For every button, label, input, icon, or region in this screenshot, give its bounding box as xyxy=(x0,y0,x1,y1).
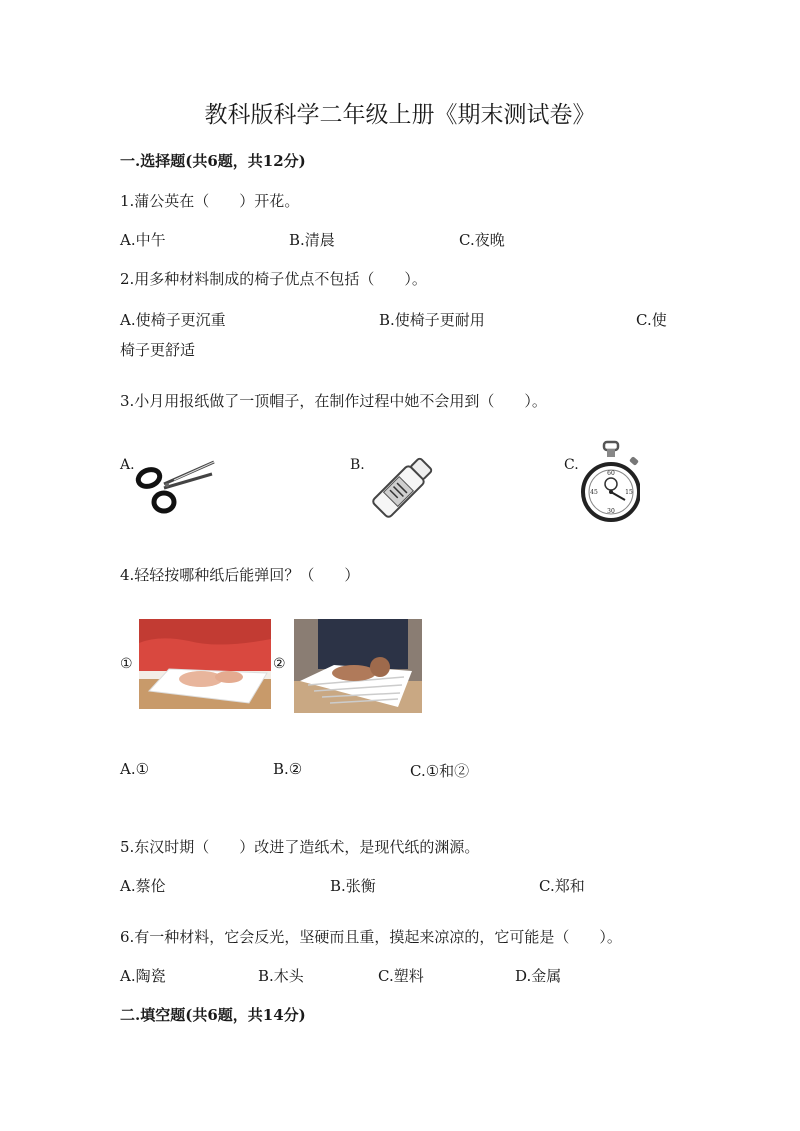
q6-option-b: B.木头 xyxy=(258,967,304,985)
question-2: 2.用多种材料制成的椅子优点不包括（ ）。 xyxy=(120,270,427,288)
question-3: 3.小月用报纸做了一顶帽子，在制作过程中她不会用到（ ）。 xyxy=(120,392,547,410)
q5-option-b: B.张衡 xyxy=(330,877,376,895)
q2-option-c: C.使 xyxy=(636,311,667,329)
svg-text:15: 15 xyxy=(625,489,633,496)
q6-option-d: D.金属 xyxy=(515,967,562,985)
q2-option-a: A.使椅子更沉重 xyxy=(120,311,226,329)
photo-flat-paper xyxy=(139,619,271,709)
q4-option-b: B.② xyxy=(273,760,303,778)
q3-option-a: A. xyxy=(120,457,135,473)
section-heading-fill-blank: 二.填空题(共6题，共14分) xyxy=(120,1006,306,1024)
q4-option-a: A.① xyxy=(120,760,150,778)
svg-text:45: 45 xyxy=(590,489,598,496)
photo-folded-paper xyxy=(294,619,422,713)
section-heading-choice: 一.选择题(共6题，共12分) xyxy=(120,152,306,170)
q1-option-a: A.中午 xyxy=(120,231,166,249)
q6-option-c: C.塑料 xyxy=(378,967,424,985)
svg-text:30: 30 xyxy=(607,508,615,515)
q6-option-a: A.陶瓷 xyxy=(120,967,166,985)
q5-option-a: A.蔡伦 xyxy=(120,877,166,895)
svg-text:60: 60 xyxy=(607,470,615,477)
stopwatch-icon xyxy=(580,440,640,528)
q5-option-c: C.郑和 xyxy=(539,877,585,895)
page-title: 教科版科学二年级上册《期末测试卷》 xyxy=(204,102,596,128)
scissors-icon xyxy=(134,454,218,520)
question-1: 1.蒲公英在（ ）开花。 xyxy=(120,192,300,210)
q3-option-b: B. xyxy=(350,457,365,473)
q4-image-label-1: ① xyxy=(120,656,133,672)
q1-option-c: C.夜晚 xyxy=(459,231,505,249)
q4-image-label-2: ② xyxy=(273,656,286,672)
question-6: 6.有一种材料，它会反光，坚硬而且重，摸起来凉凉的，它可能是（ ）。 xyxy=(120,928,622,946)
q4-option-c: C.①和② xyxy=(410,762,470,780)
q1-option-b: B.清晨 xyxy=(289,231,335,249)
q3-option-c: C. xyxy=(564,457,579,473)
glue-stick-icon xyxy=(362,450,442,526)
question-5: 5.东汉时期（ ）改进了造纸术，是现代纸的渊源。 xyxy=(120,838,480,856)
q2-option-b: B.使椅子更耐用 xyxy=(379,311,485,329)
question-4: 4.轻轻按哪种纸后能弹回？（ ） xyxy=(120,566,360,584)
q2-option-c-continued: 椅子更舒适 xyxy=(120,341,196,359)
